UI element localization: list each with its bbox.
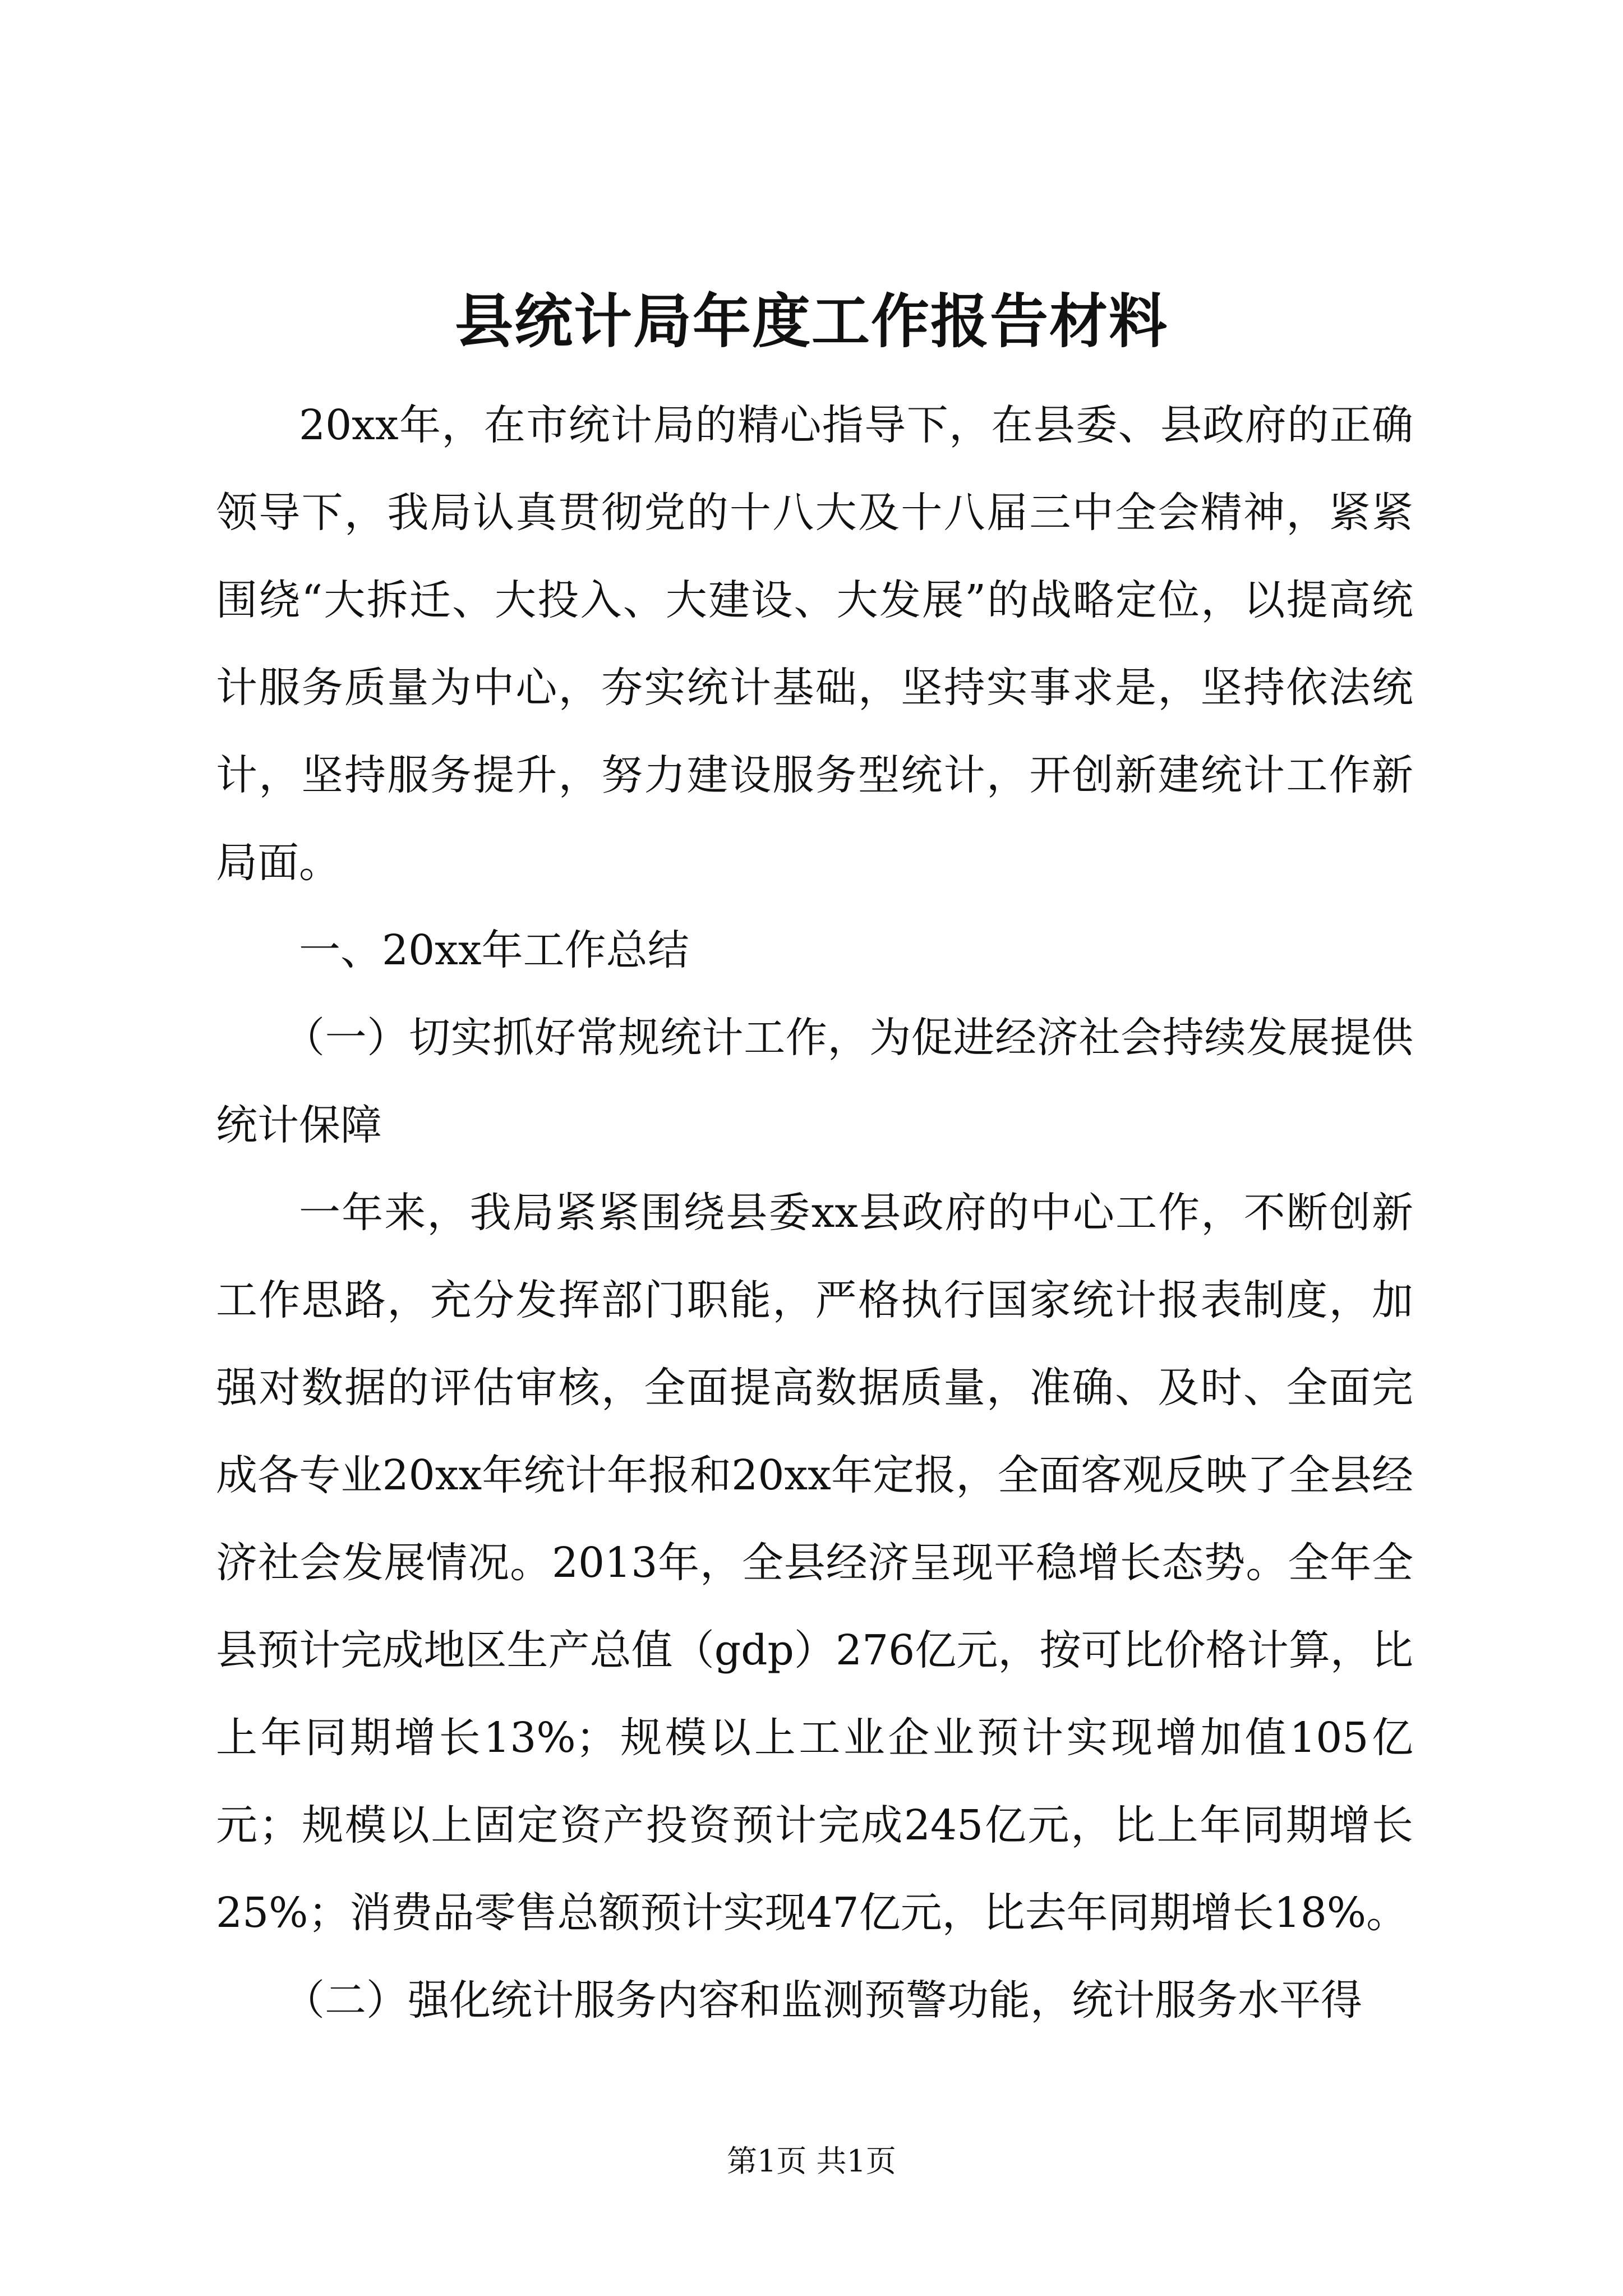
section-heading: 一、20xx年工作总结 — [299, 926, 689, 974]
document-title: 县统计局年度工作报告材料 — [454, 287, 1168, 356]
intro-paragraph: 20xx年，在市统计局的精心指导下，在县委、县政府的正确领导下，我局认真贯彻党的十八大及十八届三中全会精神，紧紧围绕“大拆迁、大投入、大建设、大发展”的战略定位，以提高统计服务质量为中心，夯实统计基础，坚持实事求是，坚持依法统计，坚持服务提升，努力建设服务型统计，开创新建统计工作新局面。 — [216, 401, 1413, 887]
subsection-heading-1: （一）切实抓好常规统计工作，为促进经济社会持续发展提供统计保障 — [216, 1014, 1413, 1149]
document-body — [216, 381, 1413, 2044]
summary-paragraph: 一年来，我局紧紧围绕县委xx县政府的中心工作，不断创新工作思路，充分发挥部门职能，严格执行国家统计报表制度，加强对数据的评估审核，全面提高数据质量，准确、及时、全面完成各专业20xx年统计年报和20xx年定报，全面客观反映了全县经济社会发展情况。2013年，全县经济呈现平稳增长态势。全年全县预计完成地区生产总值（gdp）276亿元，按可比价格计算，比上年同期增长13%；规模以上工业企业预计实现增加值105亿元；规模以上固定资产投资预计完成245亿元，比上年同期增长25%；消费品零售总额预计实现47亿元，比去年同期增长18%。 — [216, 1189, 1413, 1937]
subsection-heading-2: （二）强化统计服务内容和监测预警功能，统计服务水平得 — [283, 1976, 1362, 2024]
page-footer: 第1页 共1页 — [727, 2143, 896, 2179]
